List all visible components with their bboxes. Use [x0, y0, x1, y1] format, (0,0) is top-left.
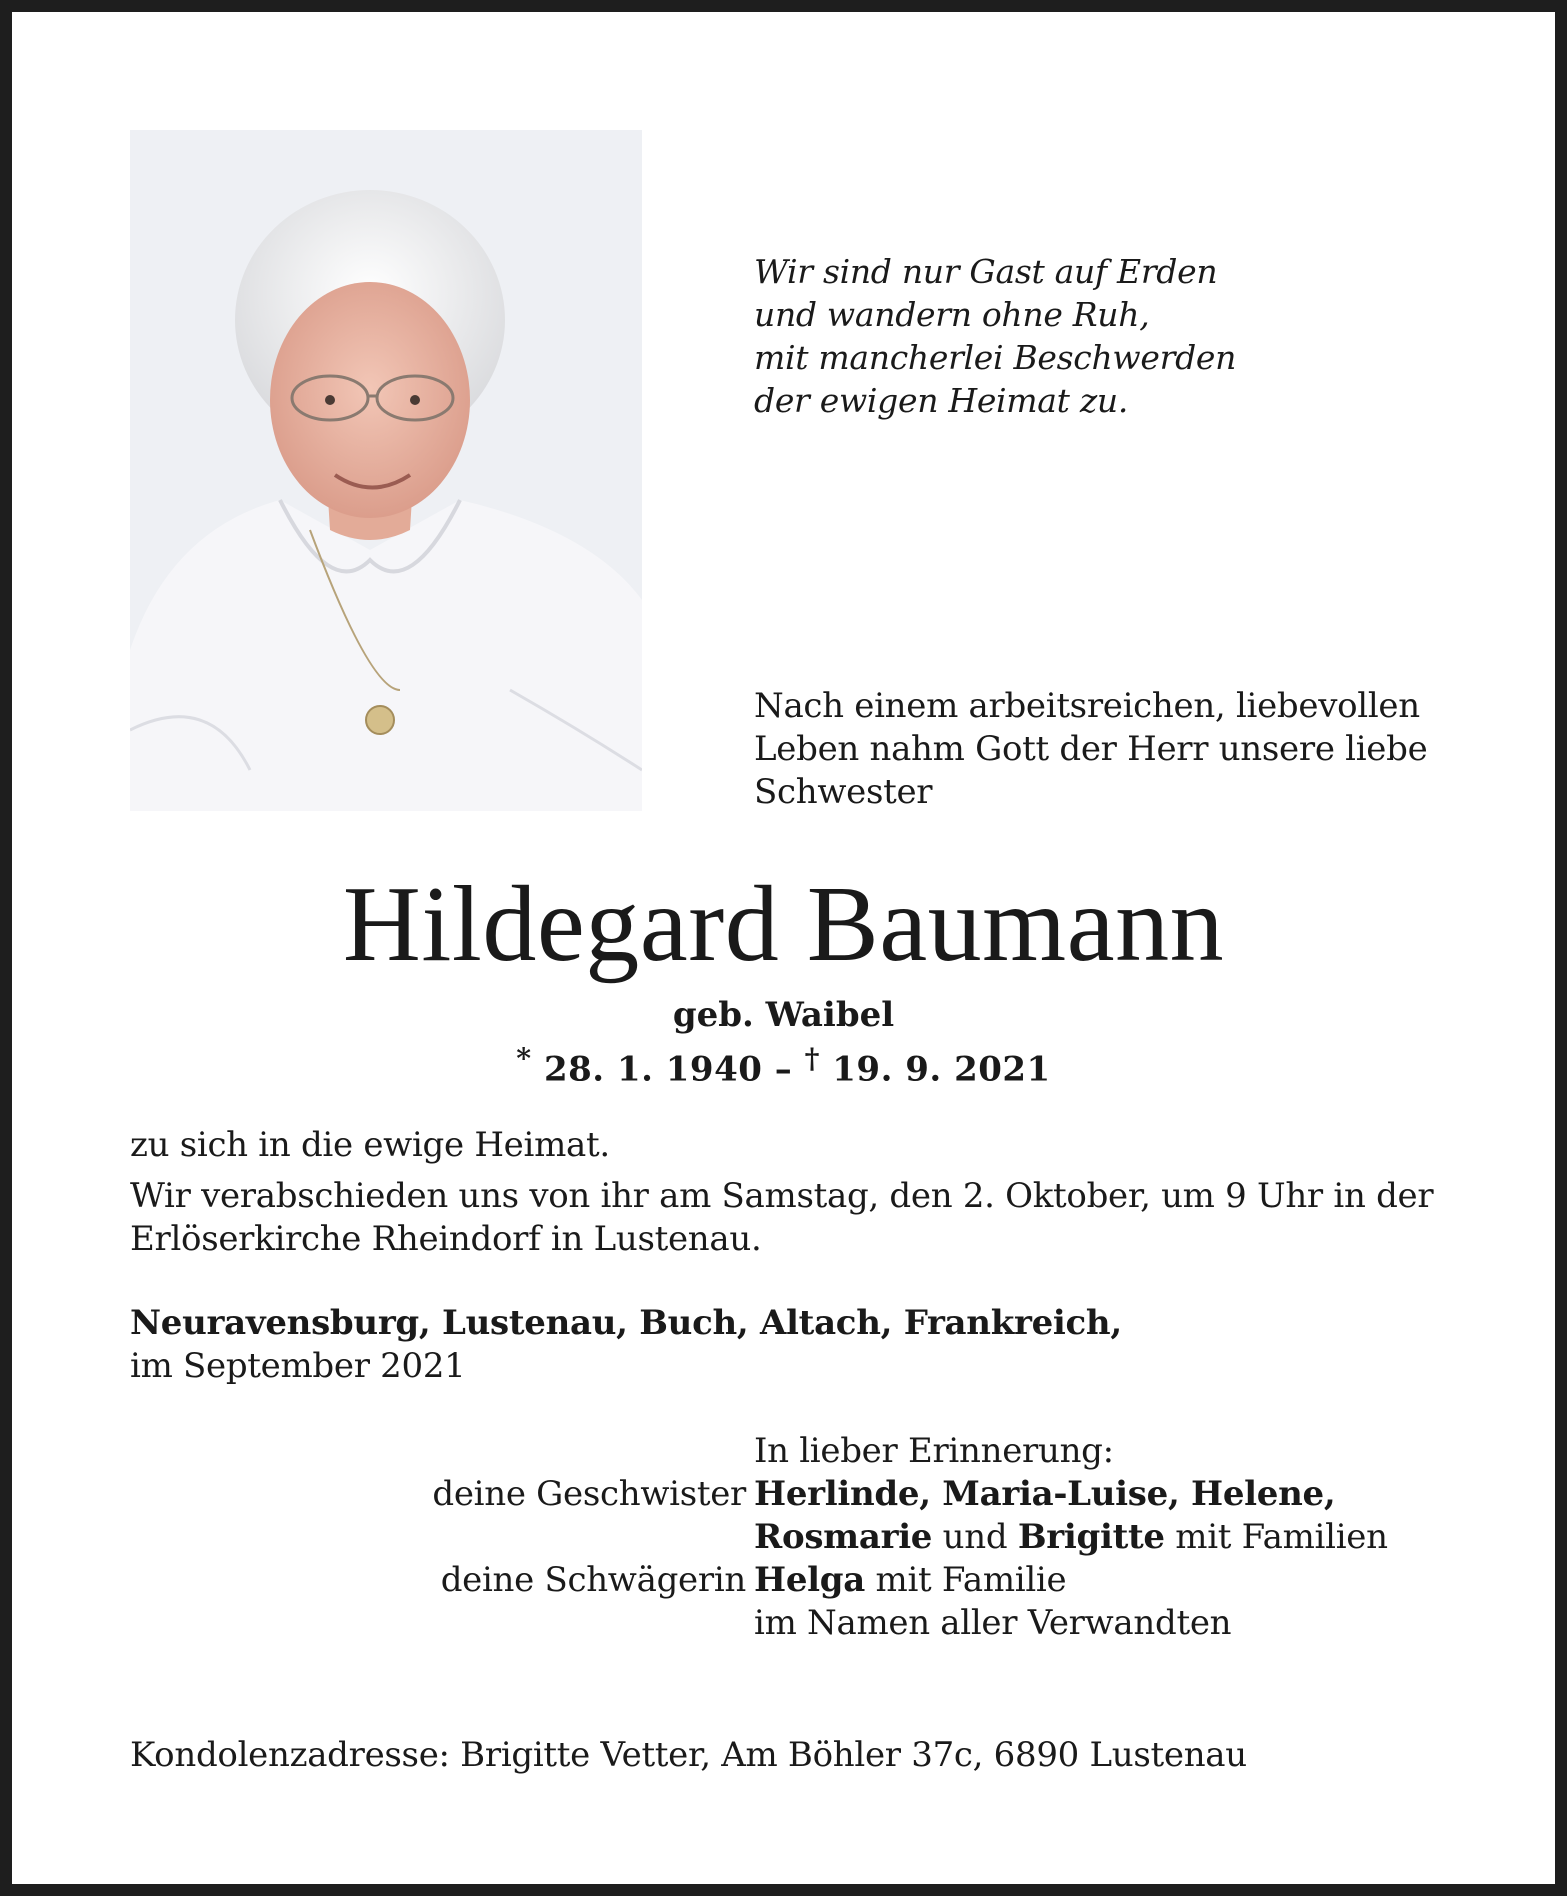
body-line: Wir verabschieden uns von ihr am Samstag, den 2. Oktober, um 9 Uhr in der [130, 1176, 1434, 1216]
sister-in-law-name: Helga [754, 1560, 865, 1600]
sibling-name: Rosmarie [754, 1517, 933, 1557]
poem-line: und wandern ohne Ruh, [754, 295, 1150, 334]
place-and-date [130, 1302, 1122, 1388]
death-date: 19. 9. 2021 [832, 1049, 1051, 1090]
poem-line: der ewigen Heimat zu. [754, 381, 1129, 420]
service-text [130, 1124, 1530, 1261]
sister-in-law-suffix: mit Familie [875, 1560, 1067, 1600]
life-dates [12, 1037, 1555, 1090]
siblings-suffix: mit Familien [1175, 1517, 1388, 1557]
intro-line: Leben nahm Gott der Herr unsere liebe [754, 729, 1428, 769]
mourners-block [130, 1430, 1550, 1645]
body-line: zu sich in die ewige Heimat. [130, 1125, 610, 1165]
obituary-card [12, 12, 1555, 1884]
sibling-name: Brigitte [1017, 1517, 1165, 1557]
relatives-line: im Namen aller Verwandten [754, 1603, 1232, 1643]
body-line: Erlöserkirche Rheindorf in Lustenau. [130, 1219, 762, 1259]
siblings-names: Herlinde, Maria-Luise, Helene, [754, 1474, 1336, 1514]
death-symbol: † [804, 1041, 820, 1075]
birth-date: 28. 1. 1940 [543, 1049, 763, 1090]
siblings-label: deine Geschwister [432, 1474, 746, 1514]
mourners-heading: In lieber Erinnerung: [754, 1431, 1114, 1471]
intro-text [754, 685, 1494, 814]
poem-line: mit mancherlei Beschwerden [754, 338, 1237, 377]
poem [754, 250, 1236, 422]
deceased-name: Hildegard Baumann [342, 865, 1225, 984]
poem-line: Wir sind nur Gast auf Erden [754, 252, 1218, 291]
sister-in-law-label: deine Schwägerin [440, 1560, 746, 1600]
date-dash: – [774, 1049, 793, 1090]
and-word: und [942, 1517, 1008, 1557]
portrait-illustration [130, 130, 642, 811]
maiden-name: geb. Waibel [672, 995, 895, 1035]
condolence-address: Kondolenzadresse: Brigitte Vetter, Am Böhler 37c, 6890 Lustenau [130, 1735, 1247, 1775]
intro-line: Nach einem arbeitsreichen, liebevollen [754, 686, 1420, 726]
places: Neuravensburg, Lustenau, Buch, Altach, Frankreich, [130, 1303, 1122, 1343]
portrait-photo [130, 130, 642, 811]
announcement-date: im September 2021 [130, 1346, 466, 1386]
intro-line: Schwester [754, 772, 933, 812]
birth-symbol: * [516, 1041, 532, 1075]
